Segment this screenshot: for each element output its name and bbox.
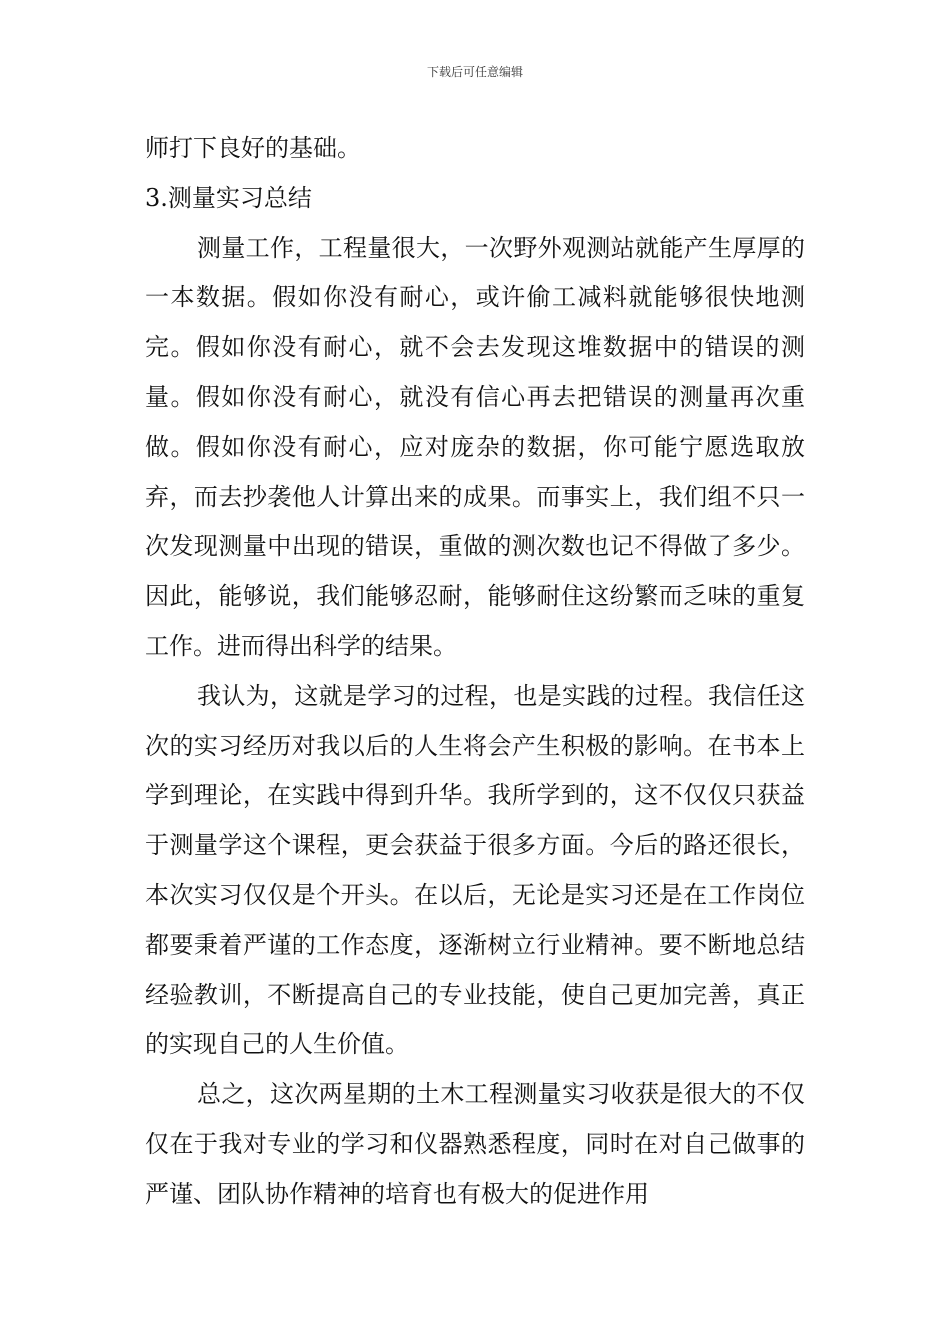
page-header: 下载后可任意编辑 (426, 65, 523, 79)
paragraph: 我认为，这就是学习的过程，也是实践的过程。我信任这次的实习经历对我以后的人生将会产生积极的影响。在书本上学到理论，在实践中得到升华。我所学到的，这不仅仅只获益于测量学这个课程，更会获益于很多方面。今后的路还很长，本次实习仅仅是个开头。在以后，无论是实习还是在工作岗位都要秉着严谨的工作态度，逐渐树立行业精神。要不断地总结经验教训，不断提高自己的专业技能，使自己更加完善，真正的实现自己的人生价值。 (145, 681, 805, 1059)
continuation-text: 师打下良好的基础。 (145, 134, 361, 162)
section-heading: 3.测量实习总结 (145, 183, 312, 212)
paragraph: 总之，这次两星期的土木工程测量实习收获是很大的不仅仅在于我对专业的学习和仪器熟悉程度，同时在对自己做事的严谨、团队协作精神的培育也有极大的促进作用 (145, 1080, 805, 1208)
document-body (145, 124, 805, 1220)
paragraph: 测量工作，工程量很大，一次野外观测站就能产生厚厚的一本数据。假如你没有耐心，或许偷工减料就能够很快地测完。假如你没有耐心，就不会去发现这堆数据中的错误的测量。假如你没有耐心，就没有信心再去把错误的测量再次重做。假如你没有耐心，应对庞杂的数据，你可能宁愿选取放弃，而去抄袭他人计算出来的成果。而事实上，我们组不只一次发现测量中出现的错误，重做的测次数也记不得做了多少。因此，能够说，我们能够忍耐，能够耐住这纷繁而乏味的重复工作。进而得出科学的结果。 (145, 233, 805, 660)
